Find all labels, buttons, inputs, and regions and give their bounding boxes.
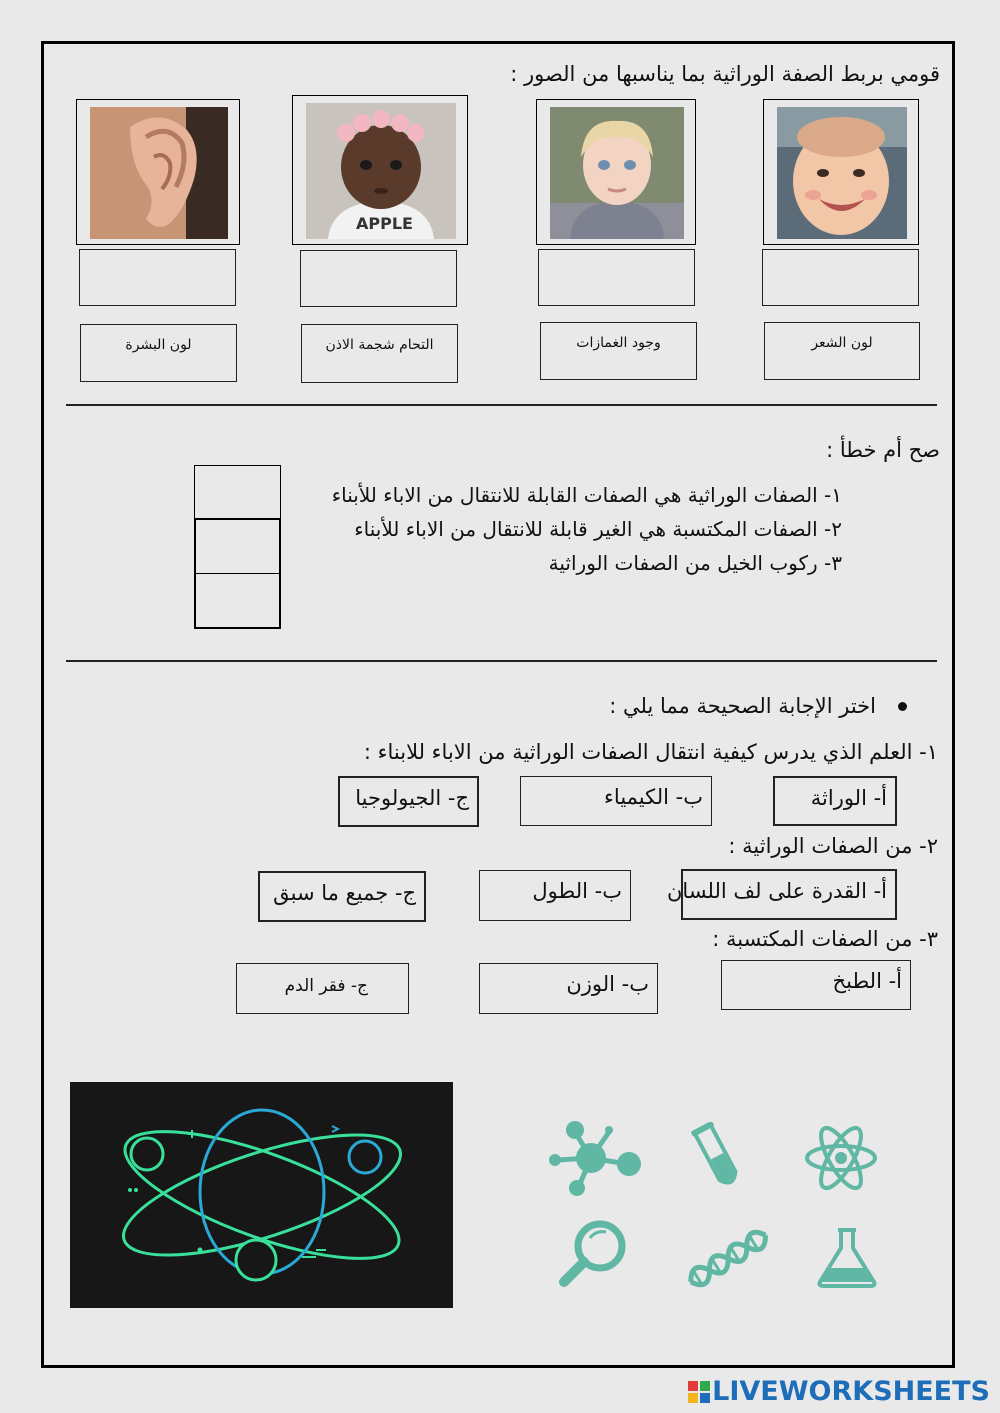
brand-mark-icon bbox=[688, 1379, 710, 1401]
tf-answer-box-3[interactable] bbox=[194, 573, 281, 629]
tf-statement-3: ٣- ركوب الخيل من الصفات الوراثية bbox=[548, 551, 842, 575]
atom-illustration bbox=[70, 1082, 453, 1308]
q2-option-b[interactable]: ب- الطول bbox=[479, 870, 631, 921]
answer-hair-color[interactable]: لون الشعر bbox=[764, 322, 920, 380]
mcq-question-1: ١- العلم الذي يدرس كيفية انتقال الصفات الوراثية من الاباء للابناء : bbox=[363, 740, 938, 764]
mcq-title: اختر الإجابة الصحيحة مما يلي : bbox=[609, 694, 876, 718]
magnifier-icon bbox=[556, 1218, 632, 1290]
mcq-question-3: ٣- من الصفات المكتسبة : bbox=[712, 927, 938, 951]
tf-answer-box-1[interactable] bbox=[194, 465, 281, 520]
q3-option-c[interactable]: ج- فقر الدم bbox=[236, 963, 409, 1014]
q1-option-b[interactable]: ب- الكيمياء bbox=[520, 776, 712, 826]
photo-blonde-child bbox=[536, 99, 696, 245]
q2-option-c[interactable]: ج- جميع ما سبق bbox=[258, 871, 426, 922]
answer-earlobe[interactable]: التحام شجمة الاذن bbox=[301, 324, 458, 383]
drop-box-1[interactable] bbox=[762, 249, 919, 306]
test-tube-icon bbox=[688, 1122, 748, 1194]
match-title: قومي بربط الصفة الوراثية بما يناسبها من الصور : bbox=[510, 62, 940, 86]
brand-logo bbox=[688, 1376, 990, 1407]
bullet-icon bbox=[898, 702, 907, 711]
tf-statement-1: ١- الصفات الوراثية هي الصفات القابلة للانتقال من الاباء للأبناء bbox=[331, 483, 842, 507]
drop-box-2[interactable] bbox=[538, 249, 695, 306]
photo-smiling-baby bbox=[763, 99, 919, 245]
atom-icon bbox=[803, 1124, 879, 1192]
true-false-title: صح أم خطأ : bbox=[826, 438, 940, 462]
drop-box-4[interactable] bbox=[79, 249, 236, 306]
answer-dimples[interactable]: وجود الغمازات bbox=[540, 322, 697, 380]
q1-option-a[interactable]: أ- الوراثة bbox=[773, 776, 897, 826]
photo-ear bbox=[76, 99, 240, 245]
q3-option-a[interactable]: أ- الطبخ bbox=[721, 960, 911, 1010]
drop-box-3[interactable] bbox=[300, 250, 457, 307]
tf-answer-box-2[interactable] bbox=[194, 518, 281, 575]
q2-option-a[interactable]: أ- القدرة على لف اللسان bbox=[681, 869, 897, 920]
flask-icon bbox=[814, 1226, 880, 1288]
section-divider-2 bbox=[66, 660, 937, 662]
molecule-icon bbox=[545, 1118, 645, 1198]
dna-icon bbox=[684, 1226, 774, 1290]
answer-skin-color[interactable]: لون البشرة bbox=[80, 324, 237, 382]
brand-name: LIVEWORKSHEETS bbox=[712, 1376, 990, 1407]
mcq-question-2: ٢- من الصفات الوراثية : bbox=[728, 834, 938, 858]
photo-baby-flower-crown bbox=[292, 95, 468, 245]
svg-text:APPLE: APPLE bbox=[356, 214, 413, 233]
q1-option-c[interactable]: ج- الجيولوجيا bbox=[338, 776, 479, 827]
tf-statement-2: ٢- الصفات المكتسبة هي الغير قابلة للانتقال من الاباء للأبناء bbox=[354, 517, 842, 541]
q3-option-b[interactable]: ب- الوزن bbox=[479, 963, 658, 1014]
section-divider-1 bbox=[66, 404, 937, 406]
